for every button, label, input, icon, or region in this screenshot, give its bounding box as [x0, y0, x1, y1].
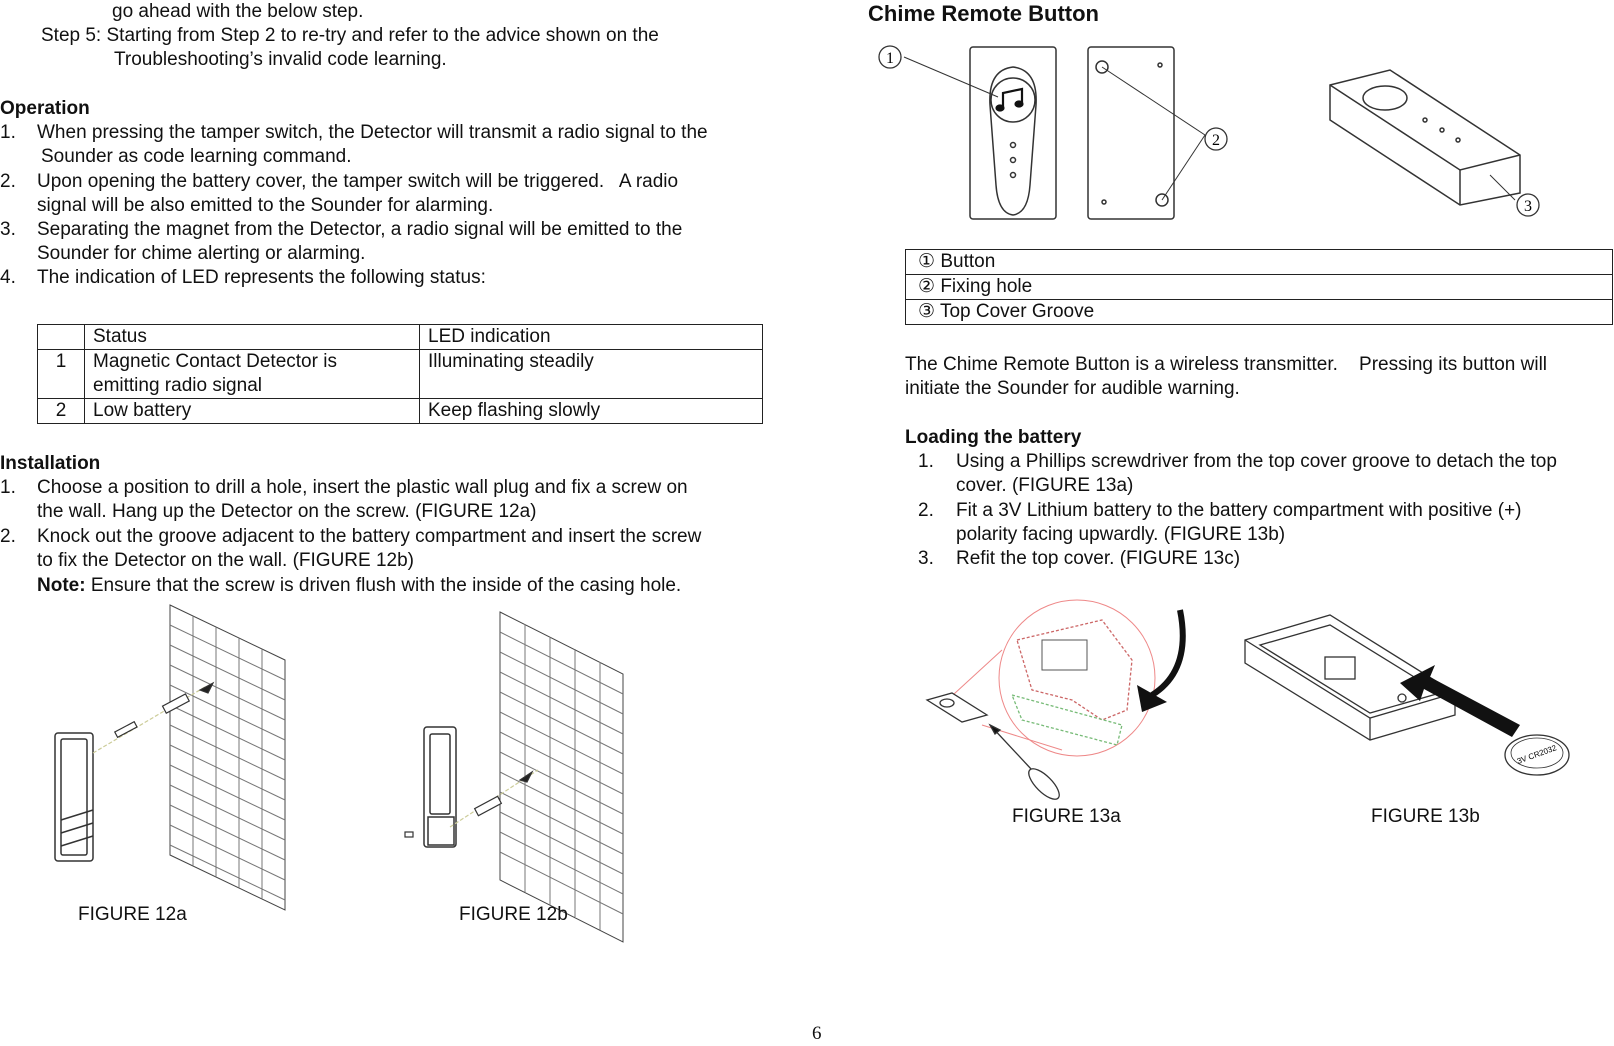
table-header-cell: LED indication [420, 325, 763, 350]
op-item-4-line1: The indication of LED represents the following status: [37, 267, 486, 288]
remote-button-drawing [886, 45, 1590, 225]
op-item-3-line2: Sounder for chime alerting or alarming. [37, 243, 366, 264]
installation-heading: Installation [0, 453, 101, 474]
perspective-view [1330, 70, 1520, 205]
op-item-2-num: 2. [0, 171, 16, 192]
table-row [38, 350, 763, 399]
figure-12a-caption: FIGURE 12a [78, 904, 187, 925]
table-cell [85, 350, 420, 399]
table-cell [906, 275, 1613, 300]
table-cell: Keep flashing slowly [420, 399, 763, 424]
inst-item-1-line2: the wall. Hang up the Detector on the screw. (FIGURE 12a) [37, 501, 537, 522]
part-label: Fixing hole [940, 276, 1033, 297]
figure-12a-illustration [45, 605, 345, 905]
inst-item-1-line1: Choose a position to drill a hole, insert the plastic wall plug and fix a screw on [37, 477, 688, 498]
part-symbol: ③ [918, 301, 936, 322]
curved-arrow [1152, 610, 1183, 695]
table-row [906, 275, 1613, 300]
inst-item-2-line2: to fix the Detector on the wall. (FIGURE 12b) [37, 550, 414, 571]
parts-table [905, 249, 1613, 325]
back-view [1088, 47, 1174, 219]
installation-note [37, 574, 681, 598]
figure-13a-caption: FIGURE 13a [1012, 806, 1121, 827]
op-item-1-num: 1. [0, 122, 16, 143]
inst-item-1-num: 1. [0, 477, 16, 498]
op-item-3-num: 3. [0, 219, 16, 240]
intro-line-3: Troubleshooting’s invalid code learning. [114, 49, 447, 70]
table-row [906, 300, 1613, 325]
inst-item-2-num: 2. [0, 526, 16, 547]
load-item-3-line1: Refit the top cover. (FIGURE 13c) [956, 548, 1241, 569]
loading-heading: Loading the battery [905, 427, 1082, 448]
load-item-1-line1: Using a Phillips screwdriver from the top cover groove to detach the top [956, 451, 1557, 472]
callout-label: 2 [1212, 132, 1220, 149]
table-cell [906, 300, 1613, 325]
op-item-2-line1: Upon opening the battery cover, the tamper switch will be triggered. A radio [37, 171, 679, 192]
table-row [38, 399, 763, 424]
intro-line-1: go ahead with the below step. [112, 1, 364, 22]
part-label: Top Cover Groove [939, 301, 1095, 322]
remote-small [927, 693, 987, 722]
load-item-3-num: 3. [918, 548, 934, 569]
description-line-1: The Chime Remote Button is a wireless transmitter. Pressing its button will [905, 354, 1548, 375]
figure-12b-illustration [410, 612, 640, 942]
detector-12b [424, 727, 456, 847]
figure-12b-caption: FIGURE 12b [459, 904, 568, 925]
front-view [970, 47, 1056, 219]
table-header-row [38, 325, 763, 350]
wall-grid-12a [170, 605, 285, 910]
table-cell-line: Magnetic Contact Detector is [93, 351, 337, 372]
table-header-cell: Status [85, 325, 420, 350]
intro-line-2: Step 5: Starting from Step 2 to re-try and refer to the advice shown on the [41, 25, 659, 46]
inst-item-2-line1: Knock out the groove adjacent to the battery compartment and insert the screw [37, 526, 702, 547]
table-header-cell [38, 325, 85, 350]
load-item-1-num: 1. [918, 451, 934, 472]
description-line-2: initiate the Sounder for audible warning. [905, 378, 1240, 399]
figure-13b-caption: FIGURE 13b [1371, 806, 1480, 827]
callout-label: 1 [886, 50, 894, 67]
part-label: Button [940, 251, 996, 272]
part-symbol: ① [918, 251, 936, 272]
op-item-4-num: 4. [0, 267, 16, 288]
zoom-circle [999, 600, 1155, 756]
figure-13a-illustration [922, 600, 1192, 815]
table-cell: 1 [38, 350, 85, 399]
wall-grid-12b [500, 612, 623, 942]
op-item-1-line1: When pressing the tamper switch, the Detector will transmit a radio signal to the [37, 122, 708, 143]
table-row [906, 250, 1613, 275]
page-number: 6 [812, 1023, 822, 1044]
table-cell: Low battery [85, 399, 420, 424]
load-item-2-line1: Fit a 3V Lithium battery to the battery compartment with positive (+) [956, 500, 1522, 521]
note-text: Ensure that the screw is driven flush with the inside of the casing hole. [85, 575, 682, 596]
op-item-1-line2: Sounder as code learning command. [41, 146, 352, 167]
op-item-2-line2: signal will be also emitted to the Sounder for alarming. [37, 195, 494, 216]
led-status-table [37, 324, 763, 424]
battery-marking: 3V CR2032 [1515, 743, 1558, 766]
load-item-2-num: 2. [918, 500, 934, 521]
table-cell: Illuminating steadily [420, 350, 763, 399]
screw-and-plug-12a [93, 683, 213, 753]
table-cell-line: emitting radio signal [93, 375, 262, 396]
note-label: Note: [37, 575, 86, 596]
operation-heading: Operation [0, 98, 90, 119]
callout-label: 3 [1524, 198, 1532, 215]
detector-12a [55, 733, 93, 861]
load-item-1-line2: cover. (FIGURE 13a) [956, 475, 1134, 496]
load-item-2-line2: polarity facing upwardly. (FIGURE 13b) [956, 524, 1286, 545]
part-symbol: ② [918, 276, 936, 297]
coin-battery [1505, 735, 1569, 775]
section-title: Chime Remote Button [868, 1, 1099, 26]
table-cell [906, 250, 1613, 275]
op-item-3-line1: Separating the magnet from the Detector, a radio signal will be emitted to the [37, 219, 683, 240]
table-cell: 2 [38, 399, 85, 424]
figure-13b-illustration [1240, 615, 1600, 805]
